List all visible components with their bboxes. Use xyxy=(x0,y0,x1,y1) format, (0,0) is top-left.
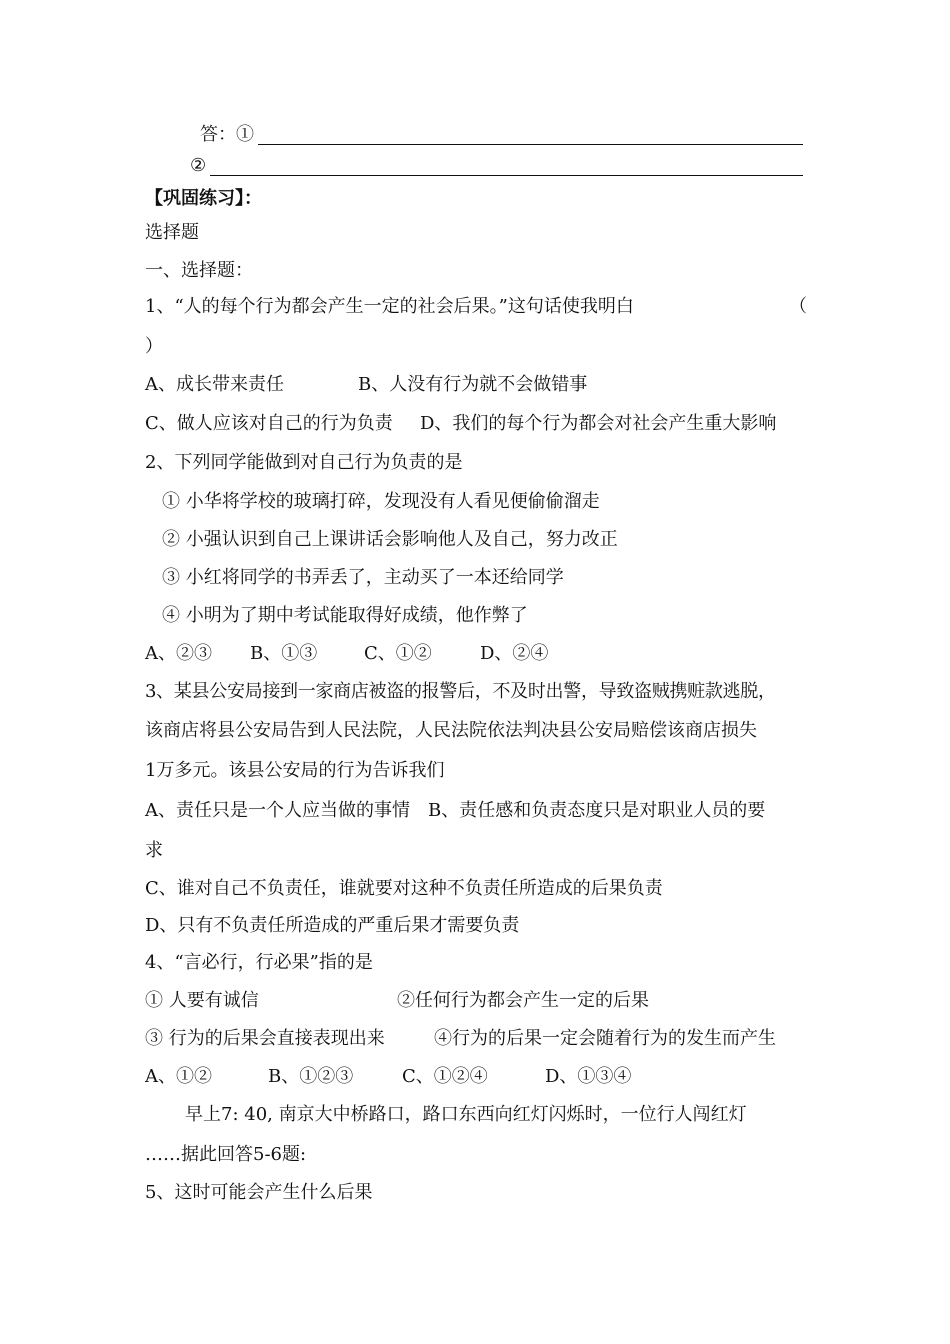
q2-stem: 2、下列同学能做到对自己行为负责的是 xyxy=(145,452,463,473)
q2-option-b: B、①③ xyxy=(250,643,318,664)
q5-stem: 5、这时可能会产生什么后果 xyxy=(145,1182,373,1203)
passage-line-1: 早上7: 40, 南京大中桥路口，路口东西向红灯闪烁时，一位行人闯红灯 xyxy=(185,1104,747,1125)
q4-item-2: ②任何行为都会产生一定的后果 xyxy=(397,990,649,1011)
q4-option-d: D、①③④ xyxy=(545,1066,632,1087)
q1-paren-close: ） xyxy=(145,336,163,357)
q1-option-d: D、我们的每个行为都会对社会产生重大影响 xyxy=(420,413,777,434)
q2-item-4: ④ 小明为了期中考试能取得好成绩，他作弊了 xyxy=(162,605,528,626)
q3-line-1: 3、某县公安局接到一家商店被盗的报警后，不及时出警，导致盗贼携赃款逃脱， xyxy=(145,681,776,702)
q2-option-c: C、①② xyxy=(364,643,432,664)
q2-item-2: ② 小强认识到自己上课讲话会影响他人及自己，努力改正 xyxy=(162,529,618,550)
q4-item-1: ① 人要有诚信 xyxy=(145,990,259,1011)
q2-option-d: D、②④ xyxy=(480,643,549,664)
q2-option-a: A、②③ xyxy=(145,643,212,664)
answer-label-2: ② xyxy=(190,155,207,176)
q4-option-a: A、①② xyxy=(145,1066,212,1087)
q3-option-d: D、只有不负责任所造成的严重后果才需要负责 xyxy=(145,915,520,936)
answer-label-1: 答：① xyxy=(200,124,254,145)
q4-option-c: C、①②④ xyxy=(402,1066,488,1087)
q3-option-ab: A、责任只是一个人应当做的事情 B、责任感和负责态度只是对职业人员的要 xyxy=(145,800,766,821)
q3-option-c: C、谁对自己不负责任，谁就要对这种不负责任所造成的后果负责 xyxy=(145,878,663,899)
section-title: 【巩固练习】： xyxy=(145,188,262,209)
passage-line-2: ……据此回答5-6题: xyxy=(145,1144,307,1165)
q2-item-3: ③ 小红将同学的书弄丢了，主动买了一本还给同学 xyxy=(162,567,564,588)
q4-stem: 4、“言必行，行必果”指的是 xyxy=(145,952,373,973)
q3-line-3: 1万多元。该县公安局的行为告诉我们 xyxy=(145,760,445,781)
q1-option-c: C、做人应该对自己的行为负责 xyxy=(145,413,393,434)
q3-line-2: 该商店将县公安局告到人民法院，人民法院依法判决县公安局赔偿该商店损失 xyxy=(145,720,757,741)
answer-blank-1[interactable] xyxy=(258,144,803,145)
q1-stem: 1、“人的每个行为都会产生一定的社会后果。”这句话使我明白 xyxy=(145,296,634,317)
q1-option-a: A、成长带来责任 xyxy=(145,374,284,395)
part-heading: 一、选择题： xyxy=(145,260,253,281)
q3-option-ab-cont: 求 xyxy=(145,840,163,861)
q1-option-b: B、人没有行为就不会做错事 xyxy=(358,374,588,395)
q2-item-1: ① 小华将学校的玻璃打碎，发现没有人看见便偷偷溜走 xyxy=(162,491,600,512)
q1-paren-open: （ xyxy=(789,296,807,317)
answer-blank-2[interactable] xyxy=(210,175,803,176)
q4-item-4: ④行为的后果一定会随着行为的发生而产生 xyxy=(434,1028,776,1049)
q4-option-b: B、①②③ xyxy=(268,1066,354,1087)
subtitle: 选择题 xyxy=(145,222,199,243)
q4-item-3: ③ 行为的后果会直接表现出来 xyxy=(145,1028,385,1049)
